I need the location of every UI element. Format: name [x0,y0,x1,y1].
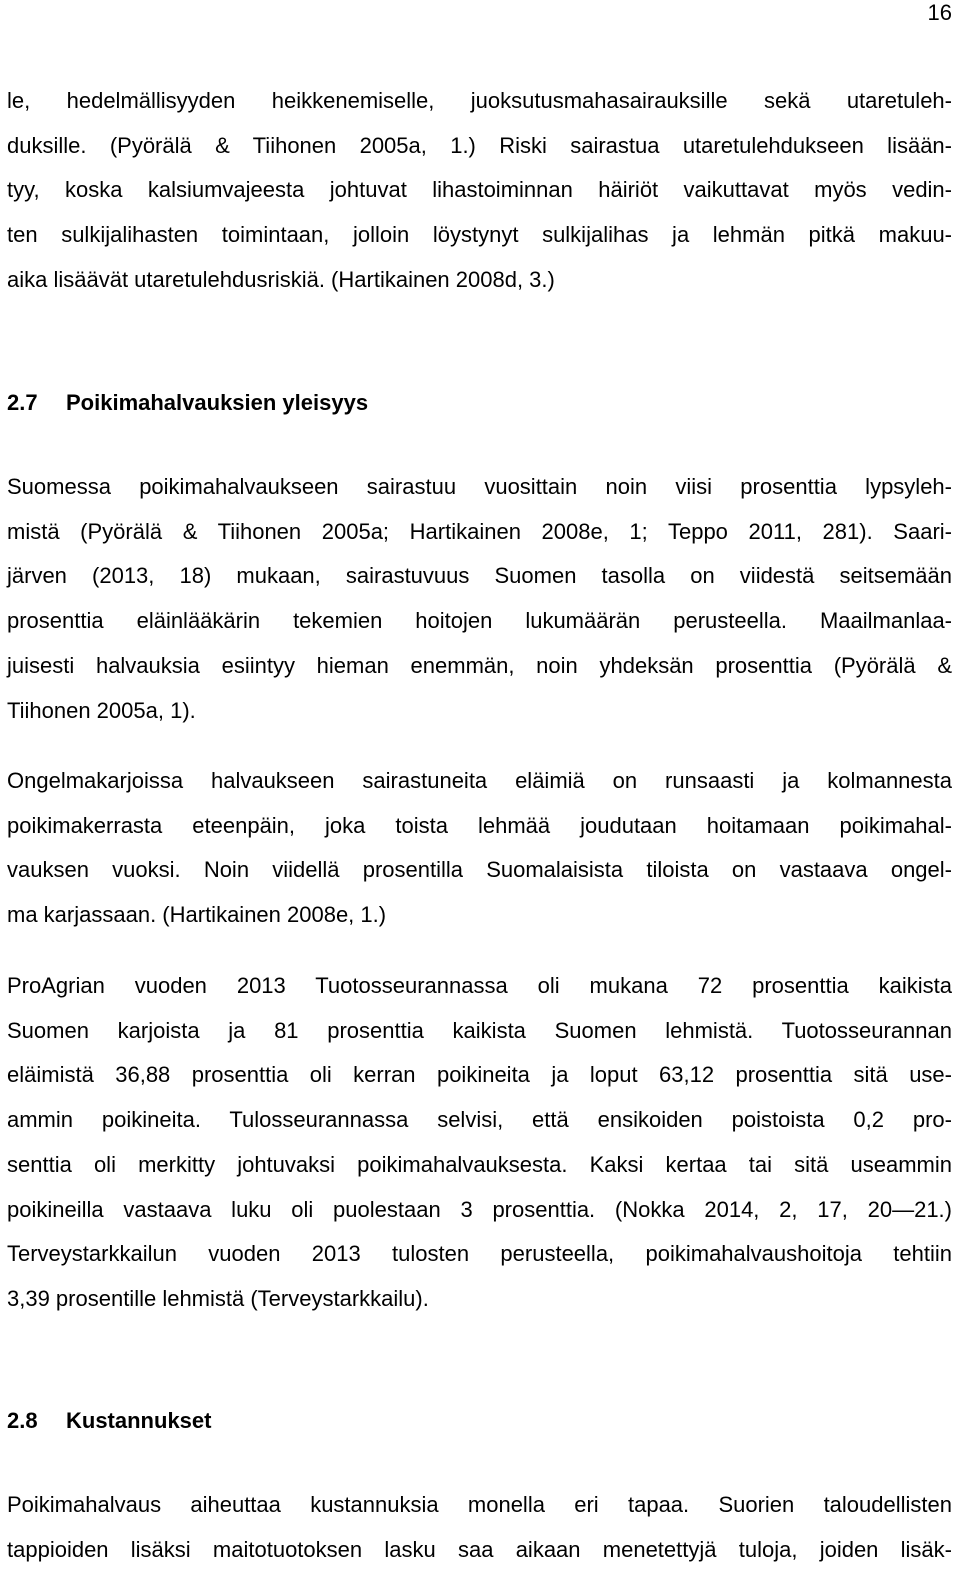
text-line: vauksen vuoksi. Noin viidellä prosentilla Suomalaisista tiloista on vastaava ongel- [7,857,952,883]
section-number: 2.8 [7,1408,38,1433]
text-line: eläimistä 36,88 prosenttia oli kerran poikineita ja loput 63,12 prosenttia sitä use- [7,1062,952,1088]
text-line: duksille. (Pyörälä & Tiihonen 2005a, 1.) Riski sairastua utaretulehdukseen lisään- [7,132,952,158]
text-line: Tiihonen 2005a, 1). [7,697,196,723]
text-line: 3,39 prosentille lehmistä (Terveystarkkailu). [7,1285,429,1311]
text-line: ten sulkijalihasten toimintaan, jolloin löystynyt sulkijalihas ja lehmän pitkä makuu- [7,222,952,248]
text-line: poikineilla vastaava luku oli puolestaan 3 prosenttia. (Nokka 2014, 2, 17, 20—21.) [7,1196,952,1222]
text-line: senttia oli merkitty johtuvaksi poikimahalvauksesta. Kaksi kertaa tai sitä useammin [7,1151,952,1177]
text-line: Poikimahalvaus aiheuttaa kustannuksia monella eri tapaa. Suorien taloudellisten [7,1492,952,1517]
text-line: tappioiden lisäksi maitotuotoksen lasku saa aikaan menetettyjä tuloja, joiden lisäk- [7,1536,952,1562]
text-line: poikimakerrasta eteenpäin, joka toista lehmää joudutaan hoitamaan poikimahal- [7,812,952,838]
text-line: prosenttia eläinlääkärin tekemien hoitojen lukumäärän perusteella. Maailmanlaa- [7,608,952,634]
paragraph-problem-herds [7,759,952,938]
text-line: tyy, koska kalsiumvajeesta johtuvat lihastoiminnan häiriöt vaikuttavat myös vedin- [7,177,952,203]
text-line: le, hedelmällisyyden heikkenemiselle, juoksutusmahasairauksille sekä utaretuleh- [7,88,952,113]
page-number: 16 [927,0,952,25]
section-title: Poikimahalvauksien yleisyys [66,390,369,415]
text-line: ma karjassaan. (Hartikainen 2008e, 1.) [7,902,387,928]
text-line: Ongelmakarjoissa halvaukseen sairastuneita eläimiä on runsaasti ja kolmannesta [7,768,952,793]
paragraph-proagria [7,964,952,1322]
section-heading-2-8 [7,1406,211,1436]
text-line: Suomen karjoista ja 81 prosenttia kaikista Suomen lehmistä. Tuotosseurannan [7,1017,952,1043]
text-line: ProAgrian vuoden 2013 Tuotosseurannassa oli mukana 72 prosenttia kaikista [7,973,952,998]
text-line: Terveystarkkailun vuoden 2013 tulosten perusteella, poikimahalvaushoitoja tehtiin [7,1241,952,1267]
text-line: ammin poikineita. Tulosseurannassa selvisi, että ensikoiden poistoista 0,2 pro- [7,1107,952,1133]
paragraph-costs [7,1483,952,1572]
text-line: Suomessa poikimahalvaukseen sairastuu vuosittain noin viisi prosenttia lypsyleh- [7,474,952,499]
section-heading-2-7 [7,388,368,418]
section-number: 2.7 [7,390,38,415]
paragraph-prevalence [7,465,952,733]
text-line: aika lisäävät utaretulehdusriskiä. (Hartikainen 2008d, 3.) [7,266,555,292]
paragraph-intro [7,79,952,303]
section-title: Kustannukset [66,1408,212,1433]
text-line: järven (2013, 18) mukaan, sairastuvuus Suomen tasolla on viidestä seitsemään [7,563,952,589]
text-line: juisesti halvauksia esiintyy hieman enemmän, noin yhdeksän prosenttia (Pyörälä & [7,652,952,678]
text-line: mistä (Pyörälä & Tiihonen 2005a; Hartikainen 2008e, 1; Teppo 2011, 281). Saari- [7,518,952,544]
